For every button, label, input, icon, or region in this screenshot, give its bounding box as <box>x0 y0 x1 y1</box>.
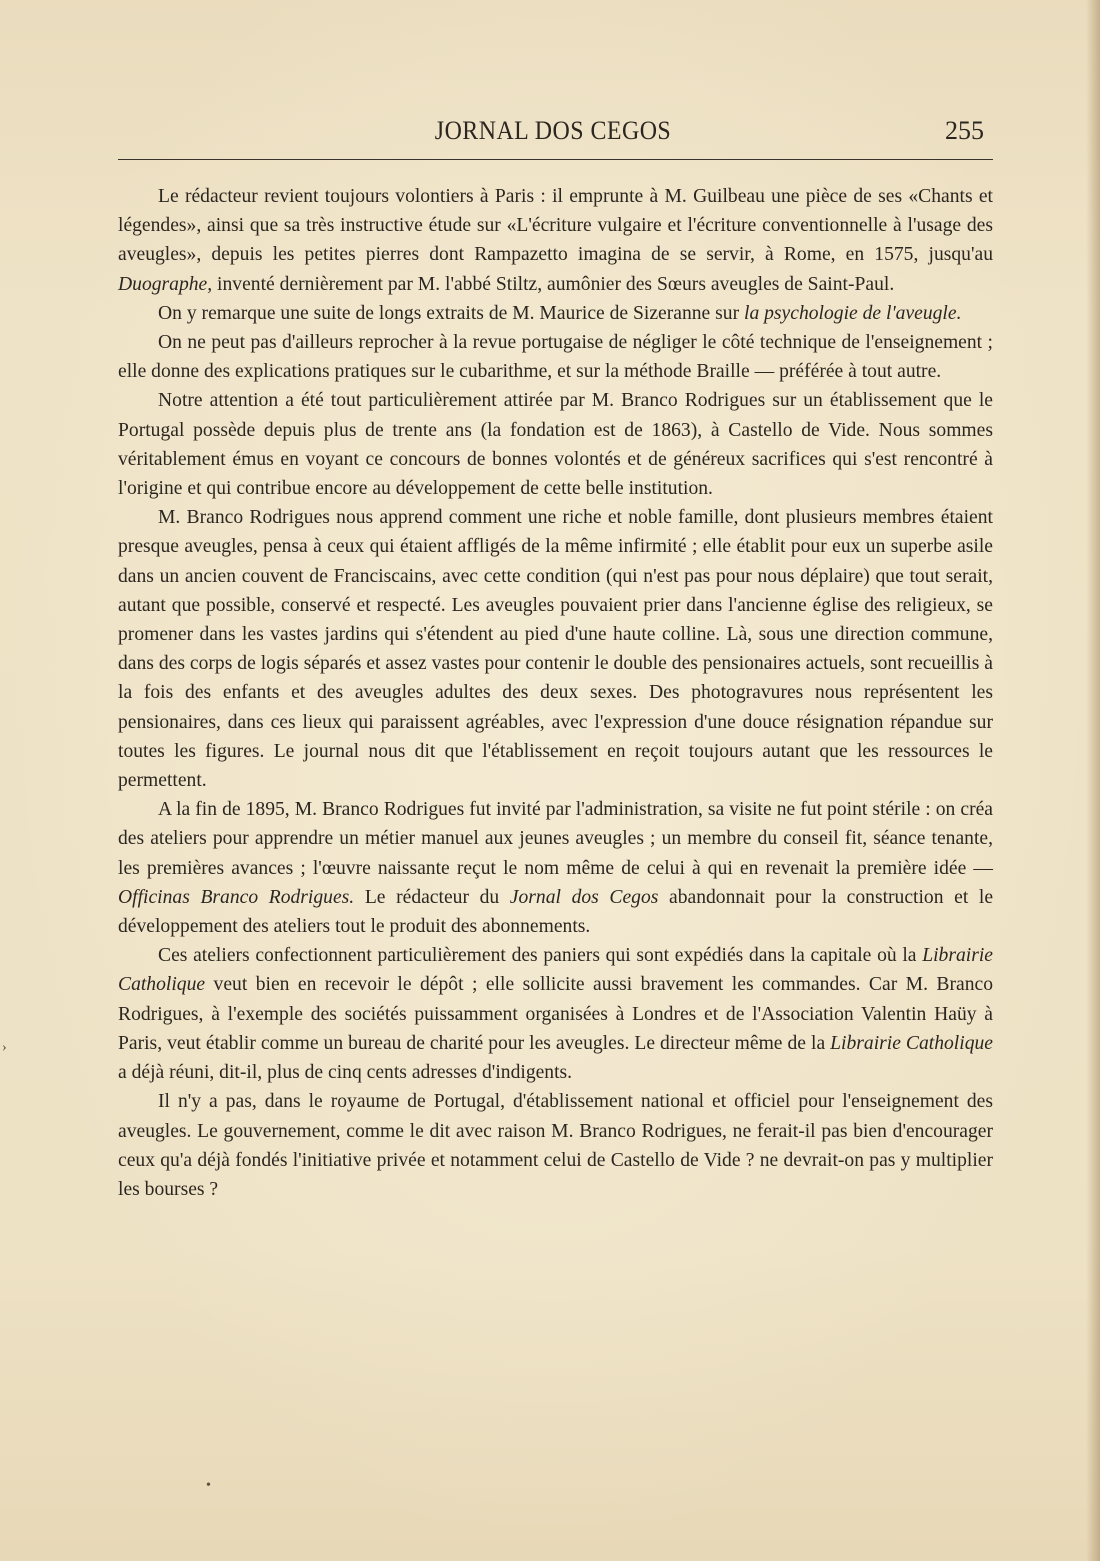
italic-text-run: Jornal dos Cegos <box>509 886 659 908</box>
text-run: veut bien en recevoir le dépôt ; elle sollicite aussi bravement les commandes. Car M. Branco Rodrigues, à l'exemple des sociétés puissamment organisées à Londres et de l'Association Valentin Haüy à Paris, veut établir comme un bureau de charité pour les aveugles. Le directeur même de la <box>118 974 993 1054</box>
text-run: inventé dernièrement par M. l'abbé Stiltz, aumônier des Sœurs aveugles de Saint-Paul. <box>212 273 895 295</box>
text-run: Notre attention a été tout particulièrement attirée par M. Branco Rodrigues sur un établissement que le Portugal possède depuis plus de trente ans (la fondation est de 1863), à Castello de Vide. Nous sommes véritablement émus en voyant ce concours de bonnes volontés et de généreux sacrifices qui s'est rencontré à l'origine et qui contribue encore au développement de cette belle institution. <box>118 390 993 500</box>
margin-tick-mark: › <box>2 1040 7 1055</box>
page-header <box>118 112 988 152</box>
paragraph <box>118 386 993 503</box>
paragraph <box>118 503 993 795</box>
text-run: abandonnait pour la construction et le développement des ateliers tout le produit des abonnements. <box>118 886 994 938</box>
ink-dot-mark: • <box>206 1478 211 1493</box>
text-run: Le rédacteur du <box>354 886 510 908</box>
article-body <box>118 182 993 1204</box>
italic-text-run: Librairie Catholique <box>830 1032 993 1054</box>
italic-text-run: Duographe, <box>118 273 213 295</box>
paragraph <box>118 941 993 1087</box>
text-run: A la fin de 1895, M. Branco Rodrigues fut invité par l'administration, sa visite ne fut point stérile : on créa des ateliers pour apprendre un métier manuel aux jeunes aveugles ; un membre du conseil fit, séance tenante, les premières avances ; l'œuvre naissante reçut le nom même de celui à qui en revenait la première idée — <box>118 799 993 879</box>
text-run: Le rédacteur revient toujours volontiers à Paris : il emprunte à M. Guilbeau une pièce de ses «Chants et légendes», ainsi que sa très instructive étude sur «L'écriture vulgaire et l'écriture conventionnelle à l'usage des aveugles», depuis les petites pierres dont Rampazetto imagina de se servir, à Rome, en 1575, jusqu'au <box>118 186 993 266</box>
text-run: a déjà réuni, dit-il, plus de cinq cents adresses d'indigents. <box>118 1062 573 1084</box>
text-run: On y remarque une suite de longs extraits de M. Maurice de Sizeranne sur <box>158 302 744 324</box>
header-rule <box>118 159 993 160</box>
page-number: 255 <box>945 116 984 145</box>
paragraph <box>118 795 993 941</box>
italic-text-run: Librairie Catholique <box>118 945 993 996</box>
paragraph <box>118 182 993 299</box>
paragraph <box>118 328 993 386</box>
text-run: Ces ateliers confectionnent particulièrement des paniers qui sont expédiés dans la capitale où la <box>158 945 923 967</box>
paragraph <box>118 1087 993 1204</box>
text-run: Il n'y a pas, dans le royaume de Portugal, d'établissement national et officiel pour l'enseignement des aveugles. Le gouvernement, comme le dit avec raison M. Branco Rodrigues, ne ferait-il pas bien d'encourager ceux qu'a déjà fondés l'initiative privée et notamment celui de Castello de Vide ? ne devrait-on pas y multiplier les bourses ? <box>118 1091 993 1200</box>
italic-text-run: la psychologie de l'aveugle. <box>744 302 962 324</box>
italic-text-run: Officinas Branco Rodrigues. <box>118 886 355 908</box>
text-run: M. Branco Rodrigues nous apprend comment une riche et noble famille, dont plusieurs membres étaient presque aveugles, pensa à ceux qui étaient affligés de la même infirmité ; elle établit pour eux un superbe asile dans un ancien couvent de Franciscains, avec cette condition (qui n'est pas pour nous déplaire) que tout serait, autant que possible, conservé et respecté. Les aveugles pouvaient prier dans l'ancienne église des religieux, se promener dans les vastes jardins qui s'étendent au pied d'une haute colline. Là, sous une direction commune, dans des corps de logis séparés et assez vastes pour contenir le double des pensionaires actuels, sont recueillis à la fois des enfants et des aveugles adultes des deux sexes. Des photogravures nous représentent les pensionaires, dans ces lieux qui paraissent agréables, avec l'expression d'une douce résignation répandue sur toutes les figures. Le journal nous dit que l'établissement en reçoit toujours autant que les ressources le permettent. <box>118 507 993 792</box>
paragraph <box>118 299 993 328</box>
running-title: JORNAL DOS CEGOS <box>434 116 672 145</box>
text-run: On ne peut pas d'ailleurs reprocher à la revue portugaise de négliger le côté technique de l'enseignement ; elle donne des explications pratiques sur le cubarithme, et sur la méthode Braille — préférée à tout autre. <box>118 332 993 383</box>
